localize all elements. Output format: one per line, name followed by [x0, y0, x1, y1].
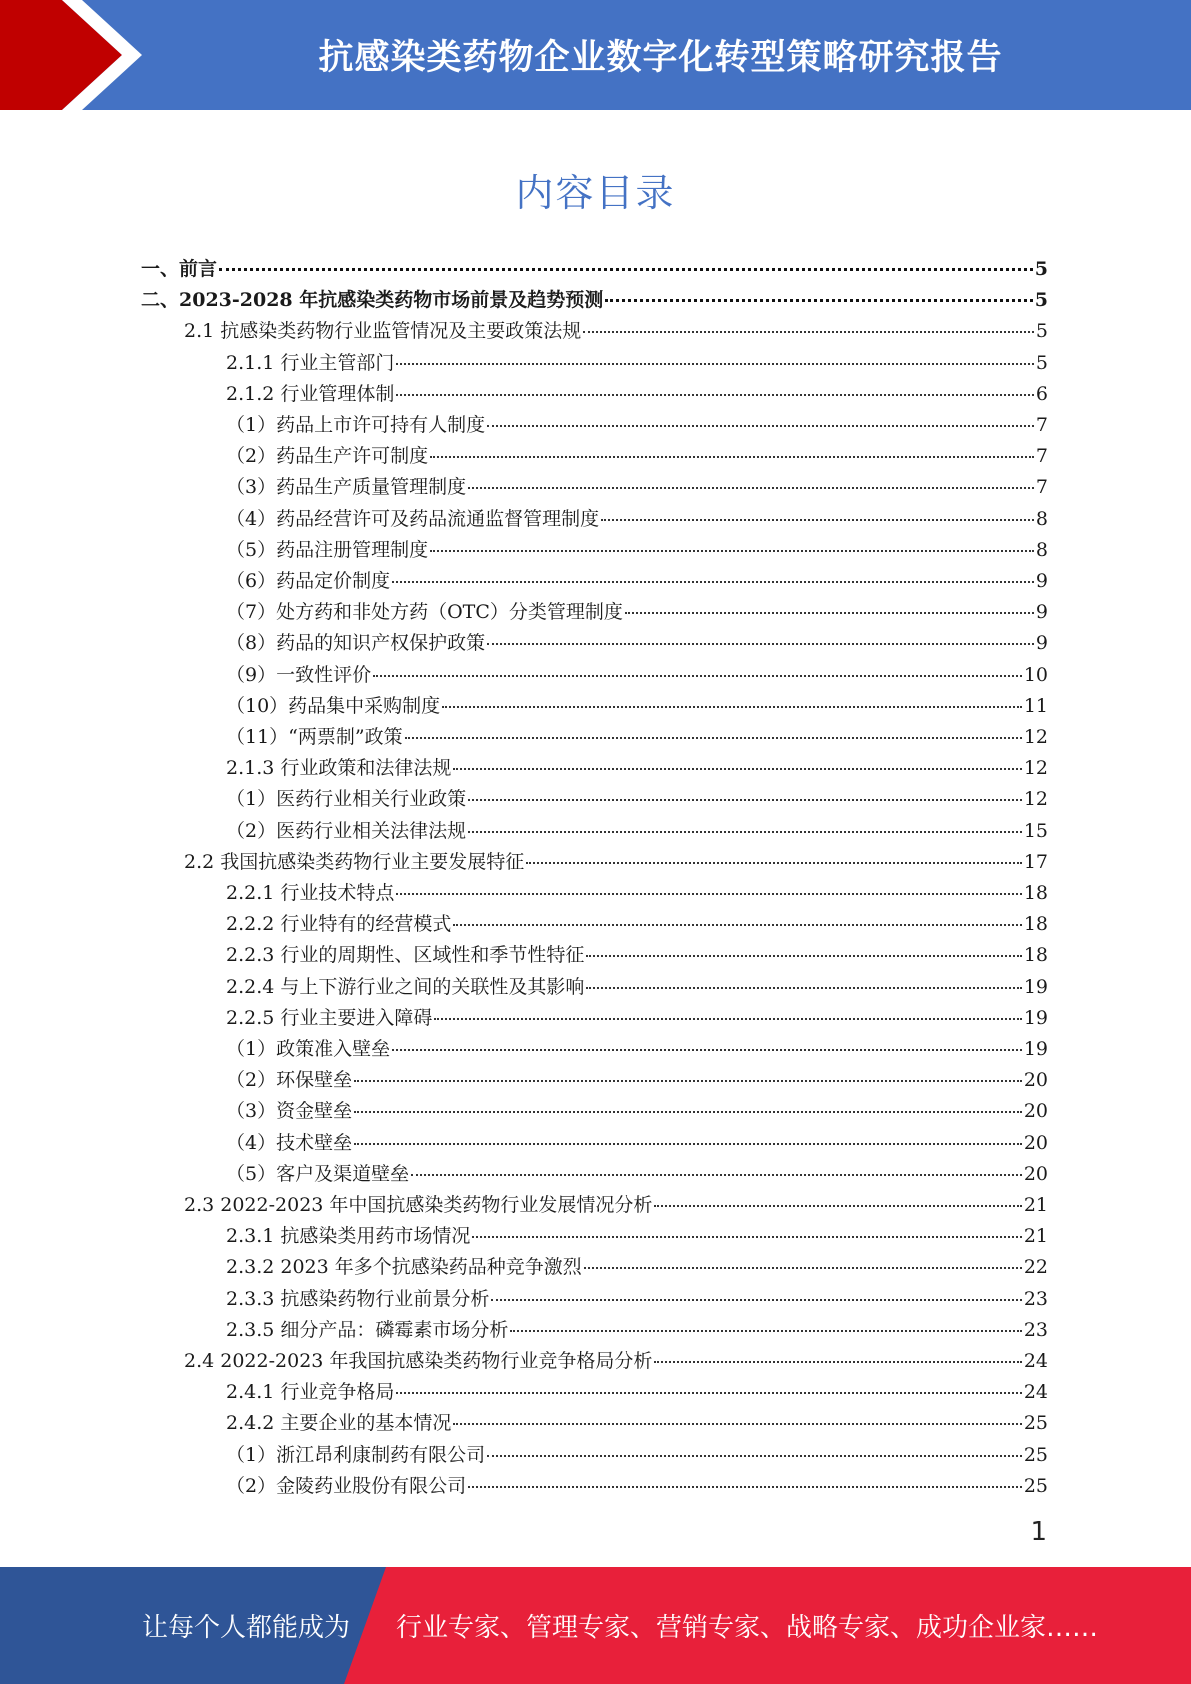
toc-entry-page: 20	[1023, 1069, 1048, 1092]
toc-entry-page: 5	[1035, 351, 1048, 374]
toc-entry-title: 2.1.2 行业管理体制	[226, 382, 395, 405]
toc-entry-title: （9）一致性评价	[226, 663, 372, 686]
toc-entry[interactable]	[226, 1284, 1048, 1315]
toc-entry-page: 23	[1023, 1287, 1048, 1310]
toc-entry-page: 9	[1035, 632, 1048, 655]
toc-leader-dots	[219, 268, 1033, 271]
toc-leader-dots	[396, 363, 1034, 365]
toc-leader-dots	[405, 737, 1022, 739]
toc-leader-dots	[453, 1423, 1021, 1425]
toc-entry[interactable]	[226, 1440, 1048, 1471]
toc-entry[interactable]	[141, 285, 1048, 316]
report-title: 抗感染类药物企业数字化转型策略研究报告	[318, 38, 1003, 78]
toc-entry[interactable]	[226, 1377, 1048, 1408]
toc-entry[interactable]	[226, 1159, 1048, 1190]
toc-leader-dots	[354, 1111, 1022, 1113]
toc-leader-dots	[442, 706, 1022, 708]
toc-entry[interactable]	[226, 504, 1048, 535]
toc-entry[interactable]	[226, 878, 1048, 909]
toc-entry-title: （2）环保壁垒	[226, 1069, 353, 1092]
toc-entry-page: 25	[1023, 1443, 1048, 1466]
toc-entry[interactable]	[226, 909, 1048, 940]
toc-entry[interactable]	[226, 1065, 1048, 1096]
toc-entry[interactable]	[226, 722, 1048, 753]
toc-entry-title: 2.3.2 2023 年多个抗感染药品种竞争激烈	[226, 1256, 582, 1279]
toc-entry[interactable]	[226, 535, 1048, 566]
toc-entry[interactable]	[226, 816, 1048, 847]
toc-entry-page: 19	[1023, 1006, 1048, 1029]
toc-entry-page: 21	[1023, 1225, 1048, 1248]
toc-leader-dots	[586, 987, 1021, 989]
toc-entry-page: 17	[1023, 850, 1048, 873]
toc-entry-title: （1）浙江昂利康制药有限公司	[226, 1443, 486, 1466]
toc-leader-dots	[472, 1236, 1021, 1238]
toc-entry[interactable]	[226, 628, 1048, 659]
toc-entry[interactable]	[226, 379, 1048, 410]
toc-leader-dots	[468, 487, 1034, 489]
toc-entry-title: （8）药品的知识产权保护政策	[226, 632, 486, 655]
toc-entry-title: 2.1 抗感染类药物行业监管情况及主要政策法规	[184, 320, 582, 343]
toc-leader-dots	[601, 519, 1034, 521]
toc-entry-page: 19	[1023, 975, 1048, 998]
toc-entry-title: （4）药品经营许可及药品流通监督管理制度	[226, 507, 600, 530]
toc-leader-dots	[453, 768, 1021, 770]
toc-entry[interactable]	[184, 847, 1048, 878]
toc-entry-title: （2）金陵药业股份有限公司	[226, 1474, 467, 1497]
footer-slogan-right: 行业专家、管理专家、营销专家、战略专家、成功企业家……	[396, 1613, 1099, 1643]
toc-leader-dots	[654, 1361, 1021, 1363]
toc-leader-dots	[453, 924, 1021, 926]
toc-entry-title: （6）药品定价制度	[226, 570, 391, 592]
toc-entry[interactable]	[184, 1190, 1048, 1221]
toc-entry-page: 7	[1035, 445, 1048, 468]
toc-entry[interactable]	[184, 316, 1048, 347]
toc-entry-title: 2.2.4 与上下游行业之间的关联性及其影响	[226, 975, 585, 998]
toc-entry[interactable]	[226, 348, 1048, 379]
toc-entry-page: 25	[1023, 1474, 1048, 1497]
toc-entry-page: 5	[1034, 258, 1048, 280]
toc-leader-dots	[487, 425, 1034, 427]
toc-leader-dots	[396, 1392, 1021, 1394]
toc-leader-dots	[396, 394, 1034, 396]
toc-entry-page: 7	[1035, 414, 1048, 436]
toc-entry[interactable]	[226, 566, 1048, 597]
toc-entry[interactable]	[226, 972, 1048, 1003]
toc-entry-title: 2.1.3 行业政策和法律法规	[226, 757, 452, 780]
toc-entry-page: 5	[1034, 289, 1048, 312]
toc-entry-page: 7	[1035, 476, 1048, 499]
toc-entry-title: 2.2 我国抗感染类药物行业主要发展特征	[184, 850, 525, 873]
toc-leader-dots	[491, 1299, 1021, 1301]
toc-leader-dots	[411, 1174, 1022, 1176]
toc-entry-title: 2.1.1 行业主管部门	[226, 351, 395, 374]
toc-entry-title: （3）资金壁垒	[226, 1100, 353, 1123]
toc-leader-dots	[396, 893, 1021, 895]
toc-entry-title: 2.2.1 行业技术特点	[226, 882, 395, 904]
toc-entry[interactable]	[226, 441, 1048, 472]
toc-entry[interactable]	[184, 1346, 1048, 1377]
toc-entry-title: （2）医药行业相关法律法规	[226, 819, 467, 842]
toc-entry-page: 9	[1035, 570, 1048, 592]
toc-leader-dots	[468, 1486, 1022, 1488]
toc-leader-dots	[373, 675, 1022, 677]
toc-entry[interactable]	[226, 1221, 1048, 1252]
toc-entry-page: 18	[1023, 913, 1048, 936]
toc-entry[interactable]	[226, 1034, 1048, 1065]
toc-entry-page: 20	[1023, 1162, 1048, 1185]
toc-leader-dots	[510, 1330, 1021, 1332]
toc-entry-page: 10	[1023, 663, 1048, 686]
footer-slogan-left: 让每个人都能成为	[142, 1613, 351, 1643]
toc-entry-page: 18	[1023, 944, 1048, 967]
toc-entry-page: 11	[1023, 694, 1048, 717]
toc-entry-page: 12	[1023, 788, 1048, 811]
toc-entry-page: 15	[1023, 819, 1048, 842]
toc-entry-title: （5）药品注册管理制度	[226, 538, 429, 561]
toc-entry-page: 24	[1023, 1350, 1048, 1372]
toc-entry-page: 18	[1023, 882, 1048, 904]
toc-entry-title: 2.4.1 行业竞争格局	[226, 1381, 395, 1404]
toc-leader-dots	[354, 1080, 1022, 1082]
toc-entry-title: （2）药品生产许可制度	[226, 445, 429, 468]
toc-entry-page: 6	[1035, 382, 1048, 405]
toc-leader-dots	[434, 1018, 1021, 1020]
toc-entry[interactable]	[226, 940, 1048, 971]
toc-leader-dots	[583, 331, 1034, 333]
toc-entry-page: 20	[1023, 1131, 1048, 1154]
toc-entry-title: 2.3.5 细分产品：磷霉素市场分析	[226, 1318, 509, 1341]
toc-entry-title: （4）技术壁垒	[226, 1131, 353, 1154]
toc-entry-page: 21	[1023, 1194, 1048, 1216]
toc-entry[interactable]	[226, 472, 1048, 503]
toc-entry[interactable]	[141, 254, 1048, 285]
toc-leader-dots	[354, 1143, 1022, 1145]
toc-entry-page: 5	[1035, 320, 1048, 343]
toc-entry[interactable]	[226, 1003, 1048, 1034]
toc-entry[interactable]	[226, 691, 1048, 722]
toc-leader-dots	[487, 1455, 1022, 1457]
page-number: 1	[1030, 1517, 1047, 1547]
toc-leader-dots	[487, 643, 1034, 645]
toc-leader-dots	[392, 581, 1034, 583]
toc-entry[interactable]	[226, 1471, 1048, 1502]
toc-heading: 内容目录	[515, 171, 676, 215]
toc-leader-dots	[430, 456, 1034, 458]
toc-leader-dots	[654, 1205, 1021, 1207]
toc-entry-page: 25	[1023, 1412, 1048, 1435]
toc-entry-page: 12	[1023, 726, 1048, 748]
toc-entry-page: 19	[1023, 1038, 1048, 1060]
toc-entry-title: 一、前言	[141, 258, 218, 280]
toc-leader-dots	[625, 612, 1034, 614]
toc-entry-page: 12	[1023, 757, 1048, 780]
toc-entry-title: （1）药品上市许可持有人制度	[226, 414, 486, 436]
toc-entry[interactable]	[226, 1096, 1048, 1127]
footer-band	[0, 1567, 1191, 1684]
toc-entry-title: （1）政策准入壁垒	[226, 1038, 391, 1060]
toc-entry-title: 二、2023-2028 年抗感染类药物市场前景及趋势预测	[141, 289, 604, 312]
toc-entry-title: 2.2.3 行业的周期性、区域性和季节性特征	[226, 944, 585, 967]
toc-leader-dots	[605, 299, 1033, 302]
toc-entry[interactable]	[226, 410, 1048, 441]
toc-entry-page: 8	[1035, 507, 1048, 530]
toc-leader-dots	[392, 1049, 1022, 1051]
toc-entry-title: 2.2.5 行业主要进入障碍	[226, 1006, 433, 1029]
toc-entry[interactable]	[226, 784, 1048, 815]
toc-entry-title: 2.2.2 行业特有的经营模式	[226, 913, 452, 936]
toc-leader-dots	[430, 550, 1034, 552]
toc-entry[interactable]	[226, 597, 1048, 628]
toc-entry[interactable]	[226, 660, 1048, 691]
toc-entry-title: （10）药品集中采购制度	[226, 694, 441, 717]
toc-leader-dots	[468, 831, 1022, 833]
toc-entry-title: 2.3.1 抗感染类用药市场情况	[226, 1225, 471, 1248]
toc-entry-page: 8	[1035, 538, 1048, 561]
toc-entry[interactable]	[226, 1128, 1048, 1159]
toc-entry[interactable]	[226, 1408, 1048, 1439]
toc-entry-title: （7）处方药和非处方药（OTC）分类管理制度	[226, 601, 623, 624]
toc-leader-dots	[586, 955, 1021, 957]
toc-entry-page: 9	[1035, 601, 1048, 624]
toc-entry[interactable]	[226, 1315, 1048, 1346]
report-header-band	[0, 0, 1191, 110]
toc-entry-page: 20	[1023, 1100, 1048, 1123]
toc-leader-dots	[468, 799, 1022, 801]
toc-leader-dots	[584, 1267, 1022, 1269]
header-arrow-decoration	[0, 0, 150, 110]
toc-entry-title: 2.4.2 主要企业的基本情况	[226, 1412, 452, 1435]
toc-entry-title: （11）“两票制”政策	[226, 726, 403, 748]
toc-entry-title: （1）医药行业相关行业政策	[226, 788, 467, 811]
toc-entry[interactable]	[226, 1252, 1048, 1283]
toc-entry-title: （3）药品生产质量管理制度	[226, 476, 467, 499]
toc-entry-title: 2.3.3 抗感染药物行业前景分析	[226, 1287, 490, 1310]
toc-entry-page: 22	[1023, 1256, 1048, 1279]
toc-entry-title: 2.4 2022-2023 年我国抗感染类药物行业竞争格局分析	[184, 1350, 653, 1372]
toc-entry-title: 2.3 2022-2023 年中国抗感染类药物行业发展情况分析	[184, 1194, 653, 1216]
toc-entry-page: 24	[1023, 1381, 1048, 1404]
toc-entry-page: 23	[1023, 1318, 1048, 1341]
toc-leader-dots	[526, 862, 1022, 864]
toc-entry-title: （5）客户及渠道壁垒	[226, 1162, 410, 1185]
toc-entry[interactable]	[226, 753, 1048, 784]
